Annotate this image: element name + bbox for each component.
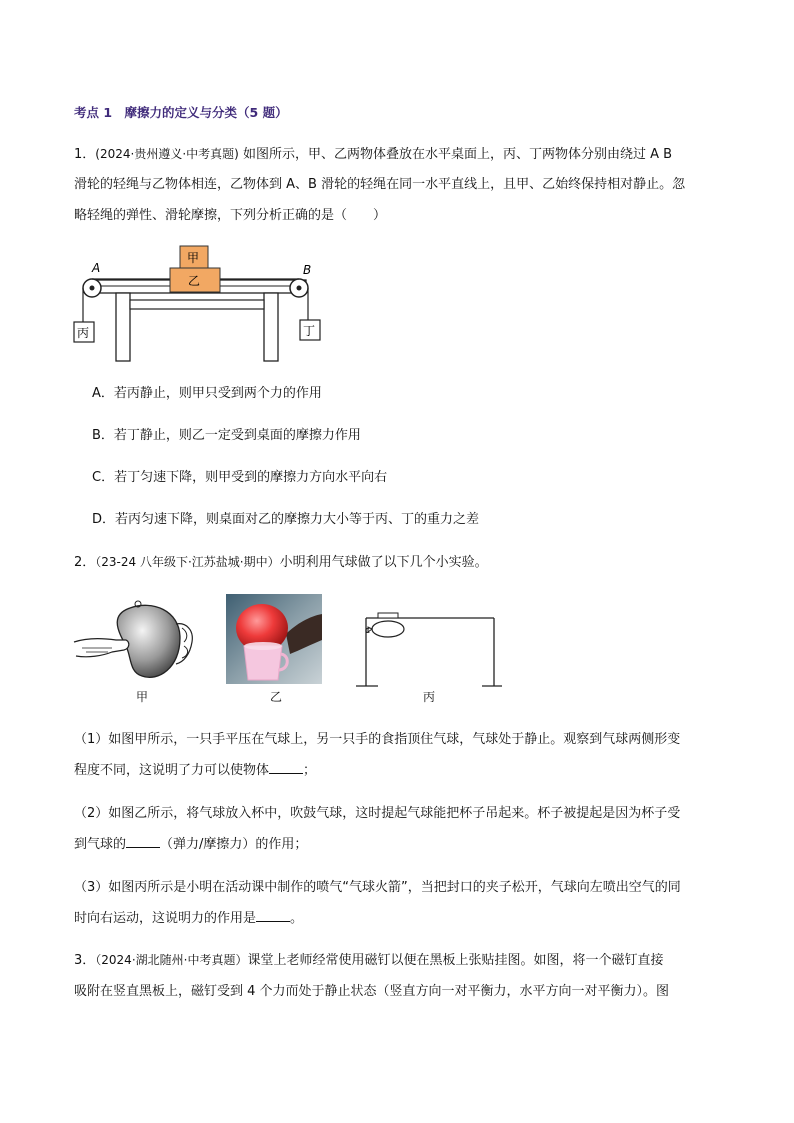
q1-number: 1． bbox=[74, 147, 96, 162]
q2-source: （23-24 八年级下·江苏盐城·期中） bbox=[95, 555, 280, 569]
q2-sub3-text: 时向右运动，这说明力的作用是 bbox=[74, 911, 257, 926]
q2-label-bing: 丙 bbox=[423, 690, 436, 704]
q1-source: (2024·贵州遵义·中考真题) bbox=[95, 147, 239, 161]
svg-text:c: c bbox=[365, 626, 370, 636]
q2-sub2-text: 到气球的 bbox=[74, 837, 127, 852]
q2-sub1-line-2 bbox=[74, 761, 316, 780]
q3-line-2: 吸附在竖直黑板上，磁钉受到 4 个力而处于静止状态（竖直方向一对平衡力，水平方向一对平衡力）。图 bbox=[74, 984, 670, 999]
label-yi: 乙 bbox=[188, 274, 201, 288]
table-leg-left bbox=[116, 293, 130, 361]
balloon-rocket bbox=[372, 621, 404, 637]
section-title: 考点 1 摩擦力的定义与分类（5 题） bbox=[74, 105, 288, 120]
q2-sub3-end: 。 bbox=[290, 911, 304, 926]
table-crossbar bbox=[130, 300, 264, 309]
q2-sub1-blank[interactable] bbox=[269, 761, 303, 774]
q2-sub2-line-2 bbox=[74, 835, 307, 854]
q2-sub1-line-1: （1）如图甲所示，一只手平压在气球上，另一只手的食指顶住气球，气球处于静止。观察到气球两侧形变 bbox=[74, 732, 681, 747]
q3-stem-1: 课堂上老师经常使用磁钉以便在黑板上张贴挂图。如图，将一个磁钉直接 bbox=[247, 953, 664, 968]
q1-option-d[interactable]: D．若丙匀速下降，则桌面对乙的摩擦力大小等于丙、丁的重力之差 bbox=[92, 512, 480, 527]
label-bing: 丙 bbox=[77, 326, 90, 340]
q2-sub3-line-1: （3）如图丙所示是小明在活动课中制作的喷气“气球火箭”，当把封口的夹子松开，气球向左喷出空气的同 bbox=[74, 880, 681, 895]
q3-source: （2024·湖北随州·中考真题） bbox=[95, 953, 248, 967]
q3-number: 3． bbox=[74, 953, 96, 968]
q2-sub1-end: ； bbox=[303, 763, 317, 778]
label-b: B bbox=[303, 263, 312, 277]
q2-label-jia: 甲 bbox=[136, 690, 149, 704]
q1-option-c[interactable]: C．若丁匀速下降，则甲受到的摩擦力方向水平向右 bbox=[92, 470, 388, 485]
q2-sub2-line-1: （2）如图乙所示，将气球放入杯中，吹鼓气球，这时提起气球能把杯子吊起来。杯子被提起是因为杯子受 bbox=[74, 806, 681, 821]
q2-figure-yi bbox=[226, 594, 322, 684]
q3-line-1 bbox=[74, 951, 663, 970]
q2-figure-jia bbox=[72, 598, 202, 688]
q1-table-pulley-figure bbox=[70, 240, 330, 370]
q2-sub2-end: （弹力/摩擦力）的作用； bbox=[160, 837, 308, 852]
label-a: A bbox=[92, 261, 101, 275]
q1-line-3: 略轻绳的弹性、滑轮摩擦，下列分析正确的是（ ） bbox=[74, 208, 387, 223]
label-jia: 甲 bbox=[187, 251, 200, 265]
q1-line-2: 滑轮的轻绳与乙物体相连，乙物体到 A、B 滑轮的轻绳在同一水平直线上，且甲、乙始终保持相对静止。忽 bbox=[74, 177, 686, 192]
pink-cup bbox=[244, 646, 282, 680]
q1-stem-1: 如图所示，甲、乙两物体叠放在水平桌面上，丙、丁两物体分别由绕过 A B bbox=[238, 147, 673, 162]
q2-sub3-blank[interactable] bbox=[256, 909, 290, 922]
q1-option-a[interactable]: A．若丙静止，则甲只受到两个力的作用 bbox=[92, 386, 322, 401]
q2-sub2-blank[interactable] bbox=[126, 835, 160, 848]
q2-number: 2． bbox=[74, 555, 96, 570]
q2-stem: 小明利用气球做了以下几个小实验。 bbox=[279, 555, 488, 570]
table-leg-right bbox=[264, 293, 278, 361]
q1-line-1 bbox=[74, 145, 672, 164]
q2-label-yi: 乙 bbox=[270, 690, 283, 704]
q2-line-1 bbox=[74, 553, 488, 572]
q2-sub3-line-2 bbox=[74, 909, 303, 928]
q2-sub1-text: 程度不同，这说明了力可以使物体 bbox=[74, 763, 270, 778]
q1-option-b[interactable]: B．若丁静止，则乙一定受到桌面的摩擦力作用 bbox=[92, 428, 361, 443]
q2-figure-bing bbox=[352, 608, 502, 690]
label-ding: 丁 bbox=[303, 324, 316, 338]
